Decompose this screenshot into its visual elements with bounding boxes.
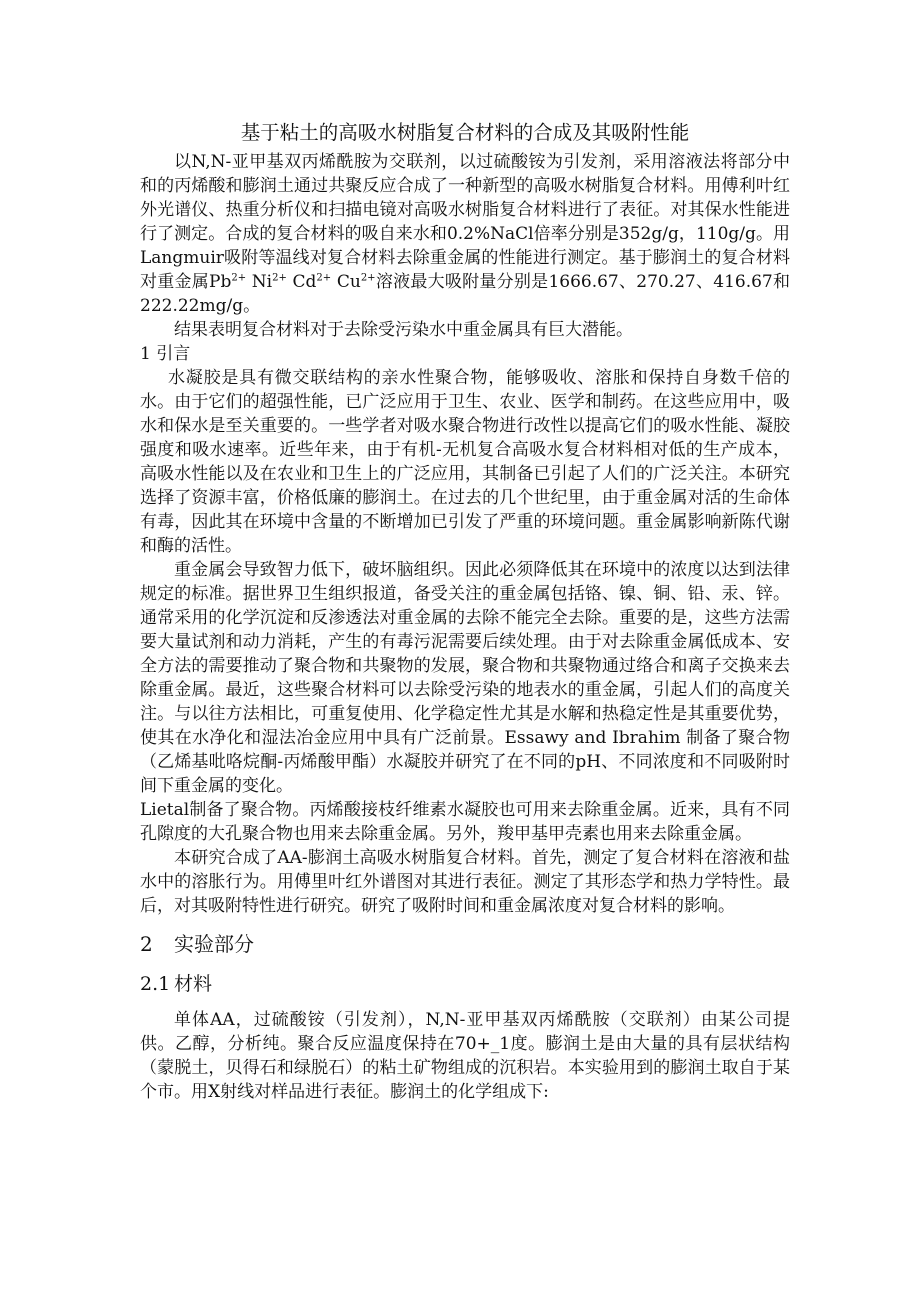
subsection-heading-materials — [140, 970, 790, 998]
abstract-text-end: 溶液最大吸附量分别是1666.67、270.27、416.67和222.22mg/g。 — [140, 272, 791, 316]
ion-charge: 2+ — [231, 272, 247, 284]
section-title: 实验部分 — [174, 932, 254, 956]
abstract-paragraph — [140, 150, 790, 318]
paper-title: 基于粘土的高吸水树脂复合材料的合成及其吸附性能 — [240, 121, 690, 144]
abstract-text: 以N,N-亚甲基双丙烯酰胺为交联剂，以过硫酸铵为引发剂，采用溶液法将部分中和的丙烯酸和膨润土通过共聚反应合成了一种新型的高吸水树脂复合材料。用傅利叶红外光谱仪、热重分析仪和扫描电镜对高吸水树脂复合材料进行了表征。对其保水性能进行了测定。合成的复合材料的吸自来水和0.2%NaCl倍率分别是352g/g，110g/g。用Langmuir吸附等温线对复合材料去除重金属的性能进行测定。基于膨润土的复合材料对重金属 — [140, 152, 790, 292]
ion-cu: Cu — [336, 272, 361, 292]
paper-body — [140, 118, 790, 1104]
subsection-number: 2.1 — [140, 973, 171, 995]
intro-paragraph-3: Lietal制备了聚合物。丙烯酸接枝纤维素水凝胶也可用来去除重金属。近来，具有不同孔隙度的大孔聚合物也用来去除重金属。另外，羧甲基甲壳素也用来去除重金属。 — [140, 800, 790, 844]
intro-paragraph-1: 水凝胶是具有微交联结构的亲水性聚合物，能够吸收、溶胀和保持自身数千倍的水。由于它们的超强性能，已广泛应用于卫生、农业、医学和制药。在这些应用中，吸水和保水是至关重要的。一些学者对吸水聚合物进行改性以提高它们的吸水性能、凝胶强度和吸水速率。近些年来，由于有机-无机复合高吸水复合材料相对低的生产成本，高吸水性能以及在农业和卫生上的广泛应用，其制备已引起了人们的广泛关注。本研究选择了资源丰富，价格低廉的膨润土。在过去的几个世纪里，由于重金属对活的生命体有毒，因此其在环境中含量的不断增加已引发了严重的环境问题。重金属影响新陈代谢和酶的活性。 — [140, 368, 790, 556]
ion-charge: 2+ — [316, 272, 332, 284]
ion-pb: Pb — [209, 272, 232, 292]
ion-ni: Ni — [251, 272, 273, 292]
ion-charge: 2+ — [272, 272, 287, 284]
ion-charge: 2+ — [360, 272, 376, 284]
intro-paragraph-2: 重金属会导致智力低下，破坏脑组织。因此必须降低其在环境中的浓度以达到法律规定的标准。据世界卫生组织报道，备受关注的重金属包括铬、镍、铜、铅、汞、锌。通常采用的化学沉淀和反渗透法对重金属的去除不能完全去除。重要的是，这些方法需要大量试剂和动力消耗，产生的有毒污泥需要后续处理。由于对去除重金属低成本、安全方法的需要推动了聚合物和共聚物的发展，聚合物和共聚物通过络合和离子交换来去除重金属。最近，这些聚合材料可以去除受污染的地表水的重金属，引起人们的高度关注。与以往方法相比，可重复使用、化学稳定性尤其是水解和热稳定性是其重要优势，使其在水净化和湿法冶金应用中具有广泛前景。Essawy and Ibrahim 制备了聚合物（乙烯基吡咯烷酮-丙烯酸甲酯）水凝胶并研究了在不同的pH、不同浓度和不同吸附时间下重金属的变化。 — [140, 560, 790, 796]
intro-paragraph-4: 本研究合成了AA-膨润土高吸水树脂复合材料。首先，测定了复合材料在溶液和盐水中的溶胀行为。用傅里叶红外谱图对其进行表征。测定了其形态学和热力学特性。最后，对其吸附特性进行研究。研究了吸附时间和重金属浓度对复合材料的影响。 — [140, 848, 790, 916]
abstract-conclusion: 结果表明复合材料对于去除受污染水中重金属具有巨大潜能。 — [174, 320, 633, 340]
section-heading-experimental — [140, 930, 790, 958]
section-heading-introduction: 1 引言 — [140, 344, 191, 364]
section-number: 2 — [140, 932, 153, 956]
ion-cd: Cd — [292, 272, 317, 292]
materials-paragraph: 单体AA，过硫酸铵（引发剂），N,N-亚甲基双丙烯酰胺（交联剂）由某公司提供。乙醇，分析纯。聚合反应温度保持在70+_1度。膨润土是由大量的具有层状结构（蒙脱土，贝得石和绿脱石）的粘土矿物组成的沉积岩。本实验用到的膨润土取自于某个市。用X射线对样品进行表征。膨润土的化学组成下: — [140, 1010, 790, 1102]
subsection-title: 材料 — [174, 973, 213, 995]
